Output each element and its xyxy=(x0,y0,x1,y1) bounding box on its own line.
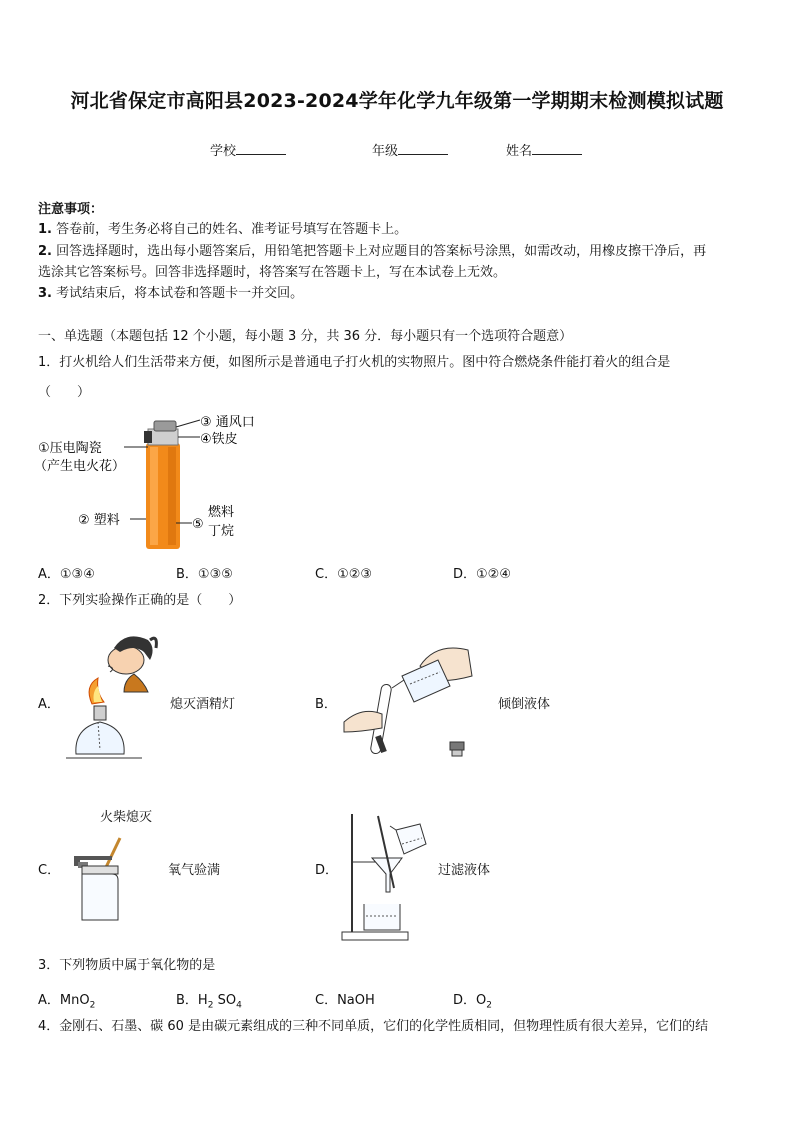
notice-item xyxy=(38,219,407,241)
q3-letter: D． xyxy=(453,993,477,1008)
notice-heading: 注意事项： xyxy=(38,202,104,217)
formula-sub: 2 xyxy=(207,1000,214,1011)
grade-field[interactable] xyxy=(372,140,448,159)
q1-option-b[interactable]: B．①③⑤ xyxy=(176,567,233,582)
label-fuel-num: ⑤ xyxy=(192,517,204,532)
school-label: 学校 xyxy=(210,144,237,159)
formula-sub: 2 xyxy=(486,1000,492,1011)
q3-option-c[interactable] xyxy=(315,989,375,1008)
q1-option-a[interactable]: A．①③④ xyxy=(38,567,95,582)
notice-text: 考试结束后，将本试卷和答题卡一并交回。 xyxy=(56,286,304,301)
formula: SO xyxy=(217,993,237,1008)
q3-option-b[interactable] xyxy=(176,989,242,1011)
school-field[interactable] xyxy=(210,140,286,159)
q3-letter: A． xyxy=(38,993,60,1008)
label-piezo: ①压电陶瓷 xyxy=(38,441,102,456)
grade-label: 年级 xyxy=(372,144,399,159)
notice-item xyxy=(38,283,303,305)
formula: MnO xyxy=(59,993,90,1008)
notice-num: 1. xyxy=(38,222,52,237)
q3-option-d[interactable] xyxy=(453,989,492,1011)
grade-blank[interactable] xyxy=(398,142,448,155)
q3-letter: C． xyxy=(315,993,338,1008)
notice-num: 3. xyxy=(38,286,52,301)
formula: H xyxy=(197,993,208,1008)
label-fuel: 燃料 xyxy=(208,505,235,520)
notice-text: 回答选择题时，选出每小题答案后，用铅笔把答题卡上对应题目的答案标号涂黑，如需改动，用橡皮擦干净后，再 xyxy=(56,244,707,259)
label-iron: ④铁皮 xyxy=(200,432,238,447)
school-blank[interactable] xyxy=(236,142,286,155)
label-plastic: ② 塑料 xyxy=(78,513,120,528)
q2-option-d[interactable]: D． xyxy=(315,863,339,878)
formula: O xyxy=(476,993,487,1008)
lighter-figure xyxy=(30,405,290,555)
pour-liquid-figure xyxy=(340,636,490,766)
doc-title: 河北省保定市高阳县2023-2024学年化学九年级第一学期期末检测模拟试题 xyxy=(70,90,724,112)
label-vent: ③ 通风口 xyxy=(200,415,255,430)
q2-note-c: 火柴熄灭 xyxy=(100,810,153,825)
q2-option-a[interactable]: A． xyxy=(38,697,60,712)
notice-text: 选涂其它答案标号。回答非选择题时，将答案写在答题卡上，写在本试卷上无效。 xyxy=(38,265,507,280)
q3-option-a[interactable] xyxy=(38,989,95,1011)
q3-letter: B． xyxy=(176,993,198,1008)
q1-option-c[interactable]: C．①②③ xyxy=(315,567,373,582)
formula-sub: 4 xyxy=(236,1000,242,1011)
q1-stem: 1．打火机给人们生活带来方便，如图所示是普通电子打火机的实物照片。图中符合燃烧条件能打着火的组合是 xyxy=(38,355,671,370)
q2-caption-a: 熄灭酒精灯 xyxy=(170,697,236,712)
q2-caption-c: 氧气验满 xyxy=(168,863,221,878)
formula: NaOH xyxy=(337,993,375,1008)
q4-stem: 4．金刚石、石墨、碳 60 是由碳元素组成的三种不同单质，它们的化学性质相同，但物理性质有很大差异，它们的结 xyxy=(38,1019,709,1034)
q2-stem: 2．下列实验操作正确的是（ ） xyxy=(38,593,242,608)
formula-sub: 2 xyxy=(89,1000,96,1011)
q1-option-d[interactable]: D．①②④ xyxy=(453,567,511,582)
notice-item xyxy=(38,262,506,284)
section-heading: 一、单选题（本题包括 12 个小题，每小题 3 分，共 36 分．每小题只有一个选项符合题意） xyxy=(38,329,573,344)
notice-num: 2. xyxy=(38,244,52,259)
label-butane: 丁烷 xyxy=(208,524,235,539)
q1-paren: （ ） xyxy=(38,385,91,400)
notice-text: 答卷前，考生务必将自己的姓名、准考证号填写在答题卡上。 xyxy=(56,222,408,237)
q2-option-b[interactable]: B． xyxy=(315,697,337,712)
name-label: 姓名 xyxy=(506,144,533,159)
alcohol-lamp-figure xyxy=(64,630,160,770)
name-field[interactable] xyxy=(506,140,582,159)
label-spark: （产生电火花） xyxy=(34,459,126,474)
filtration-figure xyxy=(338,810,438,945)
oxygen-test-figure xyxy=(72,836,142,926)
q2-caption-d: 过滤液体 xyxy=(438,863,491,878)
q3-stem: 3．下列物质中属于氧化物的是 xyxy=(38,958,216,973)
name-blank[interactable] xyxy=(532,142,582,155)
q2-caption-b: 倾倒液体 xyxy=(498,697,551,712)
notice-item xyxy=(38,241,706,263)
q2-option-c[interactable]: C． xyxy=(38,863,61,878)
